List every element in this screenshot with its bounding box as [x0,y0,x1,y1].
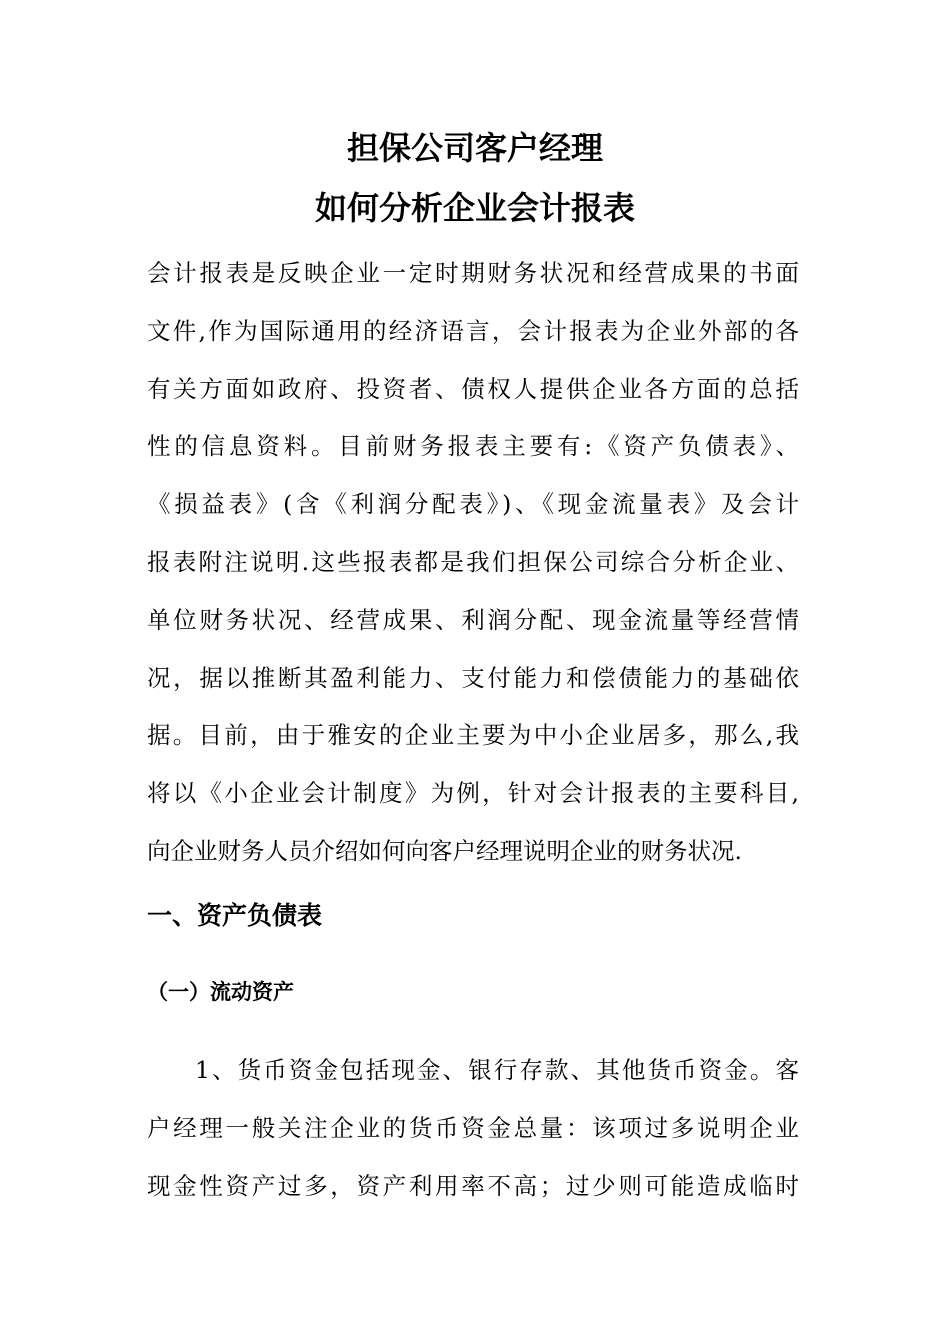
text-line: 户经理一般关注企业的货币资金总量：该项过多说明企业 [147,1113,799,1142]
text-line: 将以《小企业会计制度》为例，针对会计报表的主要科目, [147,779,799,808]
text-line: 现金性资产过多，资产利用率不高；过少则可能造成临时 [147,1171,799,1200]
intro-paragraph [147,245,799,881]
text-line: 《损益表》(含《利润分配表》)、《现金流量表》及会计 [147,490,799,519]
sub-heading: （一）流动资产 [147,979,294,1004]
body-paragraph [147,1042,799,1215]
text-line: 报表附注说明.这些报表都是我们担保公司综合分析企业、 [147,547,799,576]
text-line: 有关方面如政府、投资者、债权人提供企业各方面的总括 [147,374,799,403]
text-line: 据。目前，由于雅安的企业主要为中小企业居多，那么,我 [147,721,799,750]
text-line: 单位财务状况、经营成果、利润分配、现金流量等经营情 [147,605,799,634]
document-title-line-2: 如何分析企业会计报表 [314,189,635,227]
document-title-line-1: 担保公司客户经理 [346,129,603,167]
section-heading: 一、资产负债表 [147,901,323,930]
text-line: 性的信息资料。目前财务报表主要有:《资产负债表》、 [147,432,799,461]
text-line: 况，据以推断其盈利能力、支付能力和偿债能力的基础依 [147,663,799,692]
text-line: 1、货币资金包括现金、银行存款、其他货币资金。客 [195,1056,799,1084]
text-line: 文件,作为国际通用的经济语言，会计报表为企业外部的各 [147,316,799,345]
text-line: 会计报表是反映企业一定时期财务状况和经营成果的书面 [147,259,799,287]
text-line: 向企业财务人员介绍如何向客户经理说明企业的财务状况. [147,836,742,865]
